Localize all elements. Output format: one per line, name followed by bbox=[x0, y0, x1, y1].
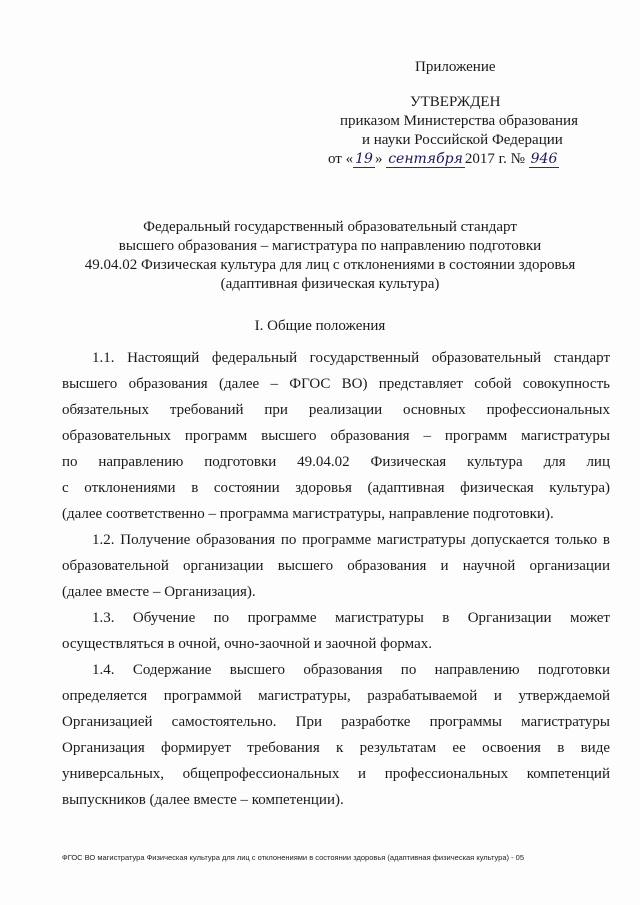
paragraph-line: образовательных программ высшего образования – программ магистратуры bbox=[62, 428, 610, 444]
paragraph-line: 1.1. Настоящий федеральный государственный образовательный стандарт bbox=[92, 350, 610, 366]
paragraph-line: с отклонениями в состоянии здоровья (адаптивная физическая культура) bbox=[62, 480, 610, 496]
paragraph bbox=[62, 657, 610, 813]
order-line-1: приказом Министерства образования bbox=[340, 113, 578, 129]
page-footer: ФГОС ВО магистратура Физическая культура для лиц с отклонениями в состоянии здоровья (адаптивная физическая культура) - 05 bbox=[62, 853, 525, 862]
paragraph-line: (далее вместе – Организация). bbox=[62, 584, 256, 600]
order-date-line bbox=[328, 150, 559, 169]
paragraph-line: 1.4. Содержание высшего образования по направлению подготовки bbox=[92, 662, 610, 678]
title-line-2: высшего образования – магистратура по направлению подготовки bbox=[118, 238, 542, 254]
paragraph bbox=[62, 527, 610, 605]
paragraph-1-2 bbox=[62, 527, 610, 605]
paragraph-line: по направлению подготовки 49.04.02 Физическая культура для лиц bbox=[62, 454, 610, 470]
paragraph-1-4 bbox=[62, 657, 610, 813]
date-day-handwritten: 19 bbox=[355, 151, 373, 167]
paragraph-line: 1.2. Получение образования по программе магистратуры допускается только в bbox=[92, 532, 610, 548]
title-line-3: 49.04.02 Физическая культура для лиц с отклонениями в состоянии здоровья bbox=[84, 257, 576, 273]
paragraph-line: высшего образования (далее – ФГОС ВО) представляет собой совокупность bbox=[62, 376, 610, 392]
date-month-handwritten: сентября bbox=[388, 151, 463, 167]
date-prefix: от « bbox=[328, 151, 354, 167]
date-year: 2017 г. № bbox=[464, 151, 525, 167]
order-number-handwritten: 946 bbox=[530, 151, 558, 167]
paragraph-line: (далее соответственно – программа магистратуры, направление подготовки). bbox=[62, 506, 554, 522]
paragraph-1-3 bbox=[62, 605, 610, 657]
section-heading: I. Общие положения bbox=[254, 318, 386, 334]
paragraph-line: образовательной организации высшего образования и научной организации bbox=[62, 558, 610, 574]
paragraph-line: универсальных, общепрофессиональных и профессиональных компетенций bbox=[62, 766, 610, 782]
paragraph-line: выпускников (далее вместе – компетенции). bbox=[62, 792, 344, 808]
title-line-1: Федеральный государственный образовательный стандарт bbox=[143, 219, 517, 235]
appendix-label: Приложение bbox=[415, 59, 496, 75]
paragraph bbox=[62, 605, 610, 657]
paragraph-1-1 bbox=[62, 345, 610, 527]
date-mid: » bbox=[374, 151, 383, 167]
title-line-4: (адаптивная физическая культура) bbox=[220, 276, 440, 292]
paragraph-line: Организацией самостоятельно. При разработке программы магистратуры bbox=[62, 714, 610, 730]
document-title bbox=[70, 218, 590, 294]
paragraph bbox=[62, 345, 610, 527]
paragraph-line: Организация формирует требования к результатам ее освоения в виде bbox=[62, 740, 610, 756]
approved-label: УТВЕРЖДЕН bbox=[410, 94, 501, 110]
paragraph-line: 1.3. Обучение по программе магистратуры в Организации может bbox=[92, 610, 610, 626]
paragraph-line: обязательных требований при реализации основных профессиональных bbox=[62, 402, 610, 418]
paragraph-line: определяется программой магистратуры, разрабатываемой и утверждаемой bbox=[62, 688, 610, 704]
order-line-2: и науки Российской Федерации bbox=[362, 132, 563, 148]
paragraph-line: осуществляться в очной, очно-заочной и заочной формах. bbox=[62, 636, 432, 652]
